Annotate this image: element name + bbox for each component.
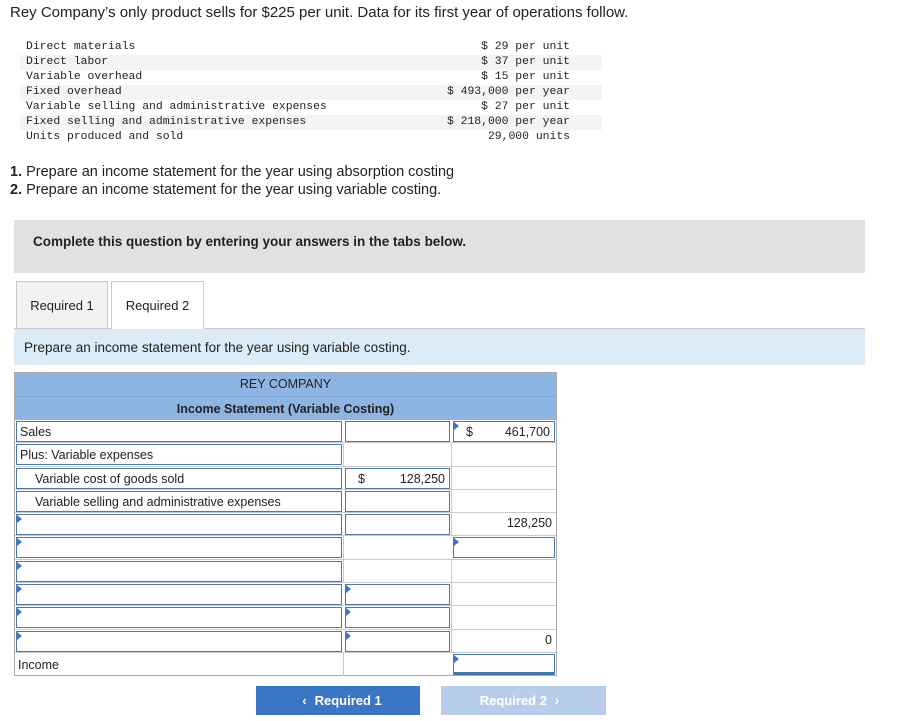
input-marker-icon <box>17 632 22 640</box>
problem-intro: Rey Company’s only product sells for $225 per unit. Data for its first year of operations follow. <box>10 4 629 21</box>
income-label-cell <box>15 653 343 676</box>
vcogs-row <box>15 467 556 490</box>
subtotal-mid-field[interactable] <box>345 514 450 535</box>
plus-variable-row <box>15 443 556 466</box>
vsa-amount-field[interactable] <box>345 491 450 512</box>
cost-row <box>20 55 602 70</box>
empty-cell <box>343 653 451 676</box>
blank-row <box>15 583 556 606</box>
blank-amount-field[interactable] <box>453 537 555 558</box>
vcogs-label-field[interactable] <box>16 468 342 489</box>
input-marker-icon <box>346 632 351 640</box>
company-name: REY COMPANY <box>15 373 556 396</box>
income-row <box>15 653 556 676</box>
cost-value: $ 37 per unit <box>404 55 602 70</box>
chevron-right-icon: › <box>554 693 560 708</box>
subtotal-label-field[interactable] <box>16 514 342 535</box>
subtotal-row <box>15 513 556 536</box>
input-marker-icon <box>17 538 22 546</box>
cost-label: Variable overhead <box>26 71 143 83</box>
cost-data-table <box>20 40 602 145</box>
empty-cell <box>451 467 556 489</box>
question-2-text: Prepare an income statement for the year using variable costing. <box>22 182 442 198</box>
sales-label-field[interactable] <box>16 421 342 442</box>
blank-label-field[interactable] <box>16 537 342 558</box>
cost-label: Direct materials <box>26 41 136 53</box>
blank-amount-field[interactable] <box>345 584 450 605</box>
blank-row <box>15 606 556 629</box>
blank-label-field[interactable] <box>16 584 342 605</box>
input-marker-icon <box>17 515 22 523</box>
sales-amount: 461,700 <box>504 425 550 439</box>
vcogs-amount: 128,250 <box>399 471 445 486</box>
cost-value: $ 218,000 per year <box>404 115 602 130</box>
empty-cell <box>343 536 451 558</box>
cost-value: 29,000 units <box>487 131 570 143</box>
tab-required-2[interactable]: Required 2 <box>111 281 204 329</box>
subtotal-amount: 128,250 <box>506 516 552 531</box>
blank-row <box>15 536 556 559</box>
input-marker-icon <box>454 538 459 546</box>
question-1-number: 1. <box>10 164 23 180</box>
question-2-number: 2. <box>10 182 23 198</box>
cost-row <box>20 130 602 145</box>
input-marker-icon <box>17 562 22 570</box>
blank-row <box>15 560 556 583</box>
cost-label: Fixed overhead <box>20 85 404 100</box>
cost-label: Units produced and sold <box>26 131 184 143</box>
empty-cell <box>343 443 451 465</box>
empty-cell <box>451 606 556 628</box>
total-mid-field[interactable] <box>345 631 450 652</box>
empty-cell <box>451 583 556 605</box>
cost-value: $ 15 per unit <box>481 71 570 83</box>
empty-cell <box>343 560 451 582</box>
input-marker-icon <box>17 608 22 616</box>
empty-cell <box>451 560 556 582</box>
cost-value: $ 27 per unit <box>481 101 570 113</box>
chevron-left-icon: ‹ <box>302 693 307 708</box>
statement-title: Income Statement (Variable Costing) <box>15 396 556 420</box>
tab-prompt: Prepare an income statement for the year using variable costing. <box>14 329 865 365</box>
input-marker-icon <box>346 608 351 616</box>
blank-label-field[interactable] <box>16 607 342 628</box>
input-marker-icon <box>17 585 22 593</box>
question-list <box>10 163 454 199</box>
income-label: Income <box>18 657 59 672</box>
cost-label: Fixed selling and administrative expenses <box>20 115 404 130</box>
currency-symbol: $ <box>466 425 473 439</box>
vcogs-label: Variable cost of goods sold <box>35 471 185 486</box>
total-row <box>15 630 556 653</box>
income-amount-field[interactable] <box>453 654 555 675</box>
cost-label: Variable selling and administrative expenses <box>26 101 327 113</box>
cost-row <box>20 100 602 115</box>
cost-value: $ 493,000 per year <box>404 85 602 100</box>
empty-cell <box>451 490 556 512</box>
vcogs-amount-field[interactable] <box>345 468 450 489</box>
next-tab-label: Required 2 <box>479 693 547 708</box>
previous-tab-label: Required 1 <box>314 693 382 708</box>
blank-label-field[interactable] <box>16 561 342 582</box>
cost-row <box>20 70 602 85</box>
cost-label: Direct labor <box>20 55 404 70</box>
blank-amount-field[interactable] <box>345 607 450 628</box>
cost-row <box>20 85 602 100</box>
income-statement <box>14 372 557 676</box>
vsa-label: Variable selling and administrative expenses <box>35 494 281 509</box>
empty-cell <box>451 443 556 465</box>
sales-label: Sales <box>20 425 52 439</box>
total-amount-cell <box>451 630 556 652</box>
previous-tab-button[interactable] <box>256 686 420 715</box>
vsa-row <box>15 490 556 513</box>
vsa-label-field[interactable] <box>16 491 342 512</box>
plus-variable-label-field[interactable] <box>16 444 342 465</box>
cost-row <box>20 115 602 130</box>
question-1 <box>10 163 454 181</box>
question-1-text: Prepare an income statement for the year using absorption costing <box>22 164 455 180</box>
tab-required-1[interactable]: Required 1 <box>16 281 108 329</box>
sales-mid-field[interactable] <box>345 421 450 442</box>
question-2 <box>10 181 454 199</box>
next-tab-button[interactable] <box>441 686 606 715</box>
subtotal-amount-cell <box>451 513 556 535</box>
sales-amount-field[interactable] <box>453 421 555 442</box>
currency-symbol: $ <box>358 471 365 486</box>
total-label-field[interactable] <box>16 631 342 652</box>
input-marker-icon <box>454 655 459 663</box>
cost-row <box>20 40 602 55</box>
cost-value: $ 29 per unit <box>481 41 570 53</box>
instructions-banner: Complete this question by entering your answers in the tabs below. <box>14 220 865 273</box>
sales-row <box>15 420 556 443</box>
total-amount: 0 <box>545 632 552 647</box>
input-marker-icon <box>454 422 459 430</box>
input-marker-icon <box>346 585 351 593</box>
plus-variable-label: Plus: Variable expenses <box>20 448 154 463</box>
